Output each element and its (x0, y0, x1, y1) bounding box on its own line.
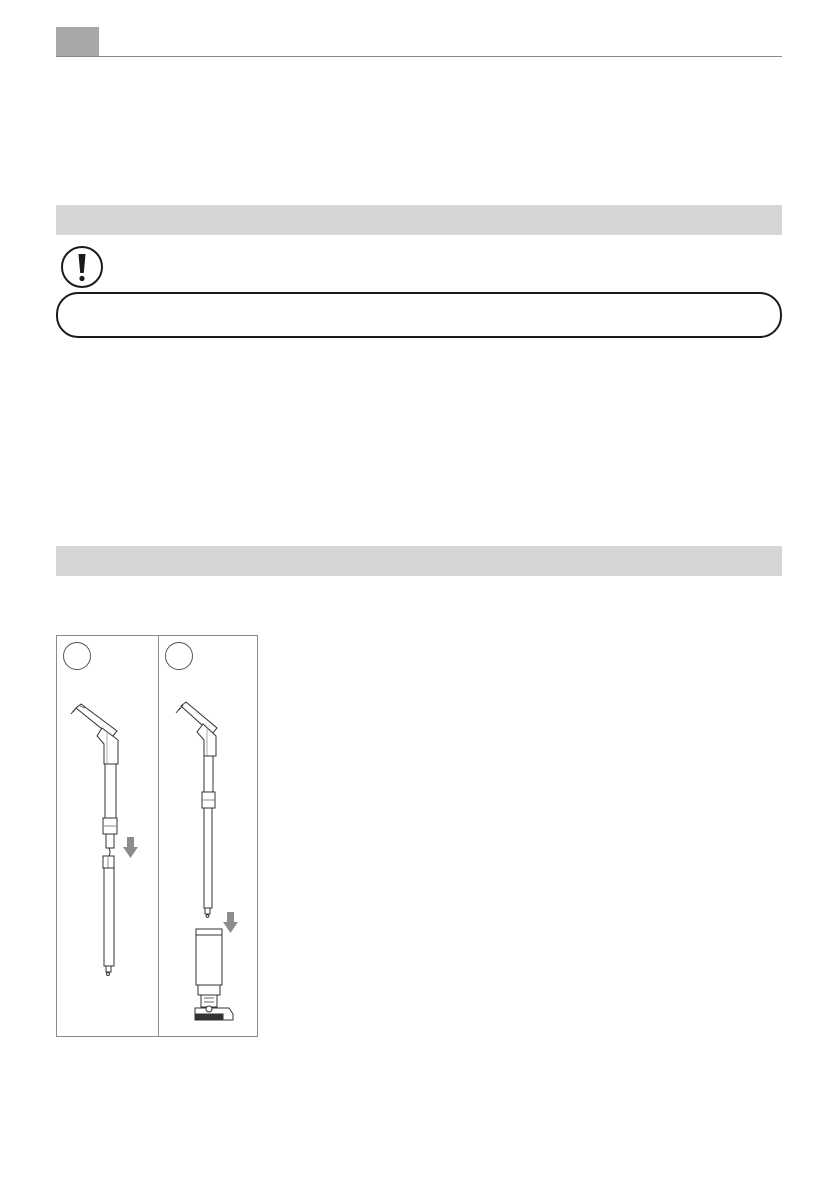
page-number-tab (56, 27, 99, 57)
tube-attach-illustration (159, 636, 257, 1036)
exclamation-circle-icon (58, 244, 106, 290)
tube-detach-illustration (57, 636, 158, 1036)
header-rule (56, 56, 782, 57)
section-heading-bar-2 (56, 546, 782, 576)
section-heading-bar-1 (56, 205, 782, 235)
warning-notice-box (56, 292, 782, 338)
